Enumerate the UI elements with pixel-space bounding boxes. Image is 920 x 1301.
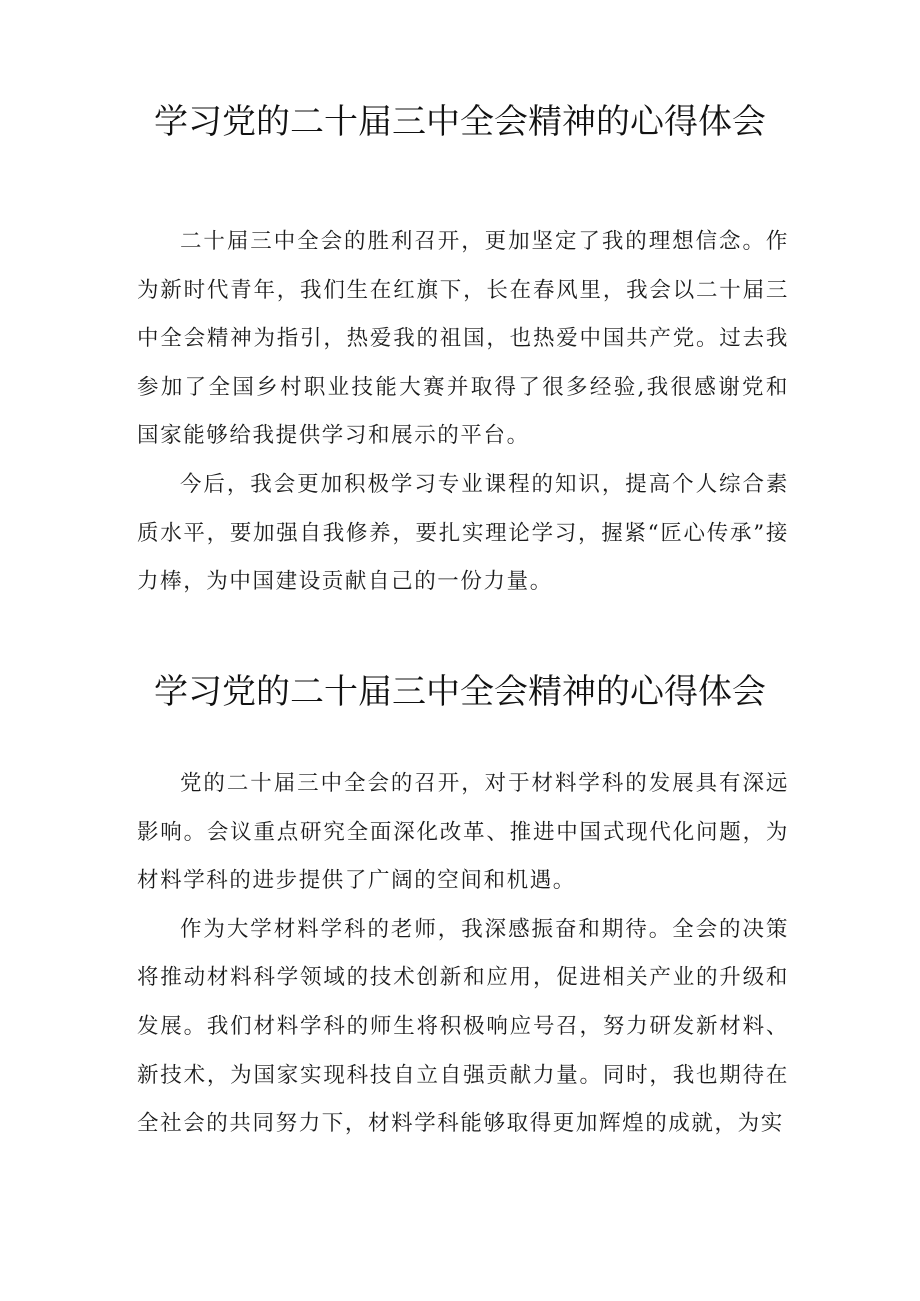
section-1-body [137,218,789,607]
section-1-title: 学习党的二十届三中全会精神的心得体会 [154,102,766,142]
section-1-paragraph-2: 今后，我会更加积极学习专业课程的知识，提高个人综合素质水平，要加强自我修养，要扎实理论学习，握紧“匠心传承”接力棒，为中国建设贡献自己的一份力量。 [137,471,789,595]
section-2-paragraph-1: 党的二十届三中全会的召开，对于材料学科的发展具有深远影响。会议重点研究全面深化改革、推进中国式现代化问题，为材料学科的进步提供了广阔的空间和机遇。 [137,771,789,894]
section-2-title: 学习党的二十届三中全会精神的心得体会 [154,672,766,712]
section-1-paragraph-1: 二十届三中全会的胜利召开，更加坚定了我的理想信念。作为新时代青年，我们生在红旗下，长在春风里，我会以二十届三中全会精神为指引，热爱我的祖国，也热爱中国共产党。过去我参加了全国乡村职业技能大赛并取得了很多经验,我很感谢党和国家能够给我提供学习和展示的平台。 [137,229,789,449]
section-2-body [137,760,789,1149]
section-2-paragraph-2: 作为大学材料学科的老师，我深感振奋和期待。全会的决策将推动材料科学领域的技术创新和应用，促进相关产业的升级和发展。我们材料学科的师生将积极响应号召，努力研发新材料、新技术，为国家实现科技自立自强贡献力量。同时，我也期待在全社会的共同努力下，材料学科能够取得更加辉煌的成就，为实 [137,916,789,1137]
